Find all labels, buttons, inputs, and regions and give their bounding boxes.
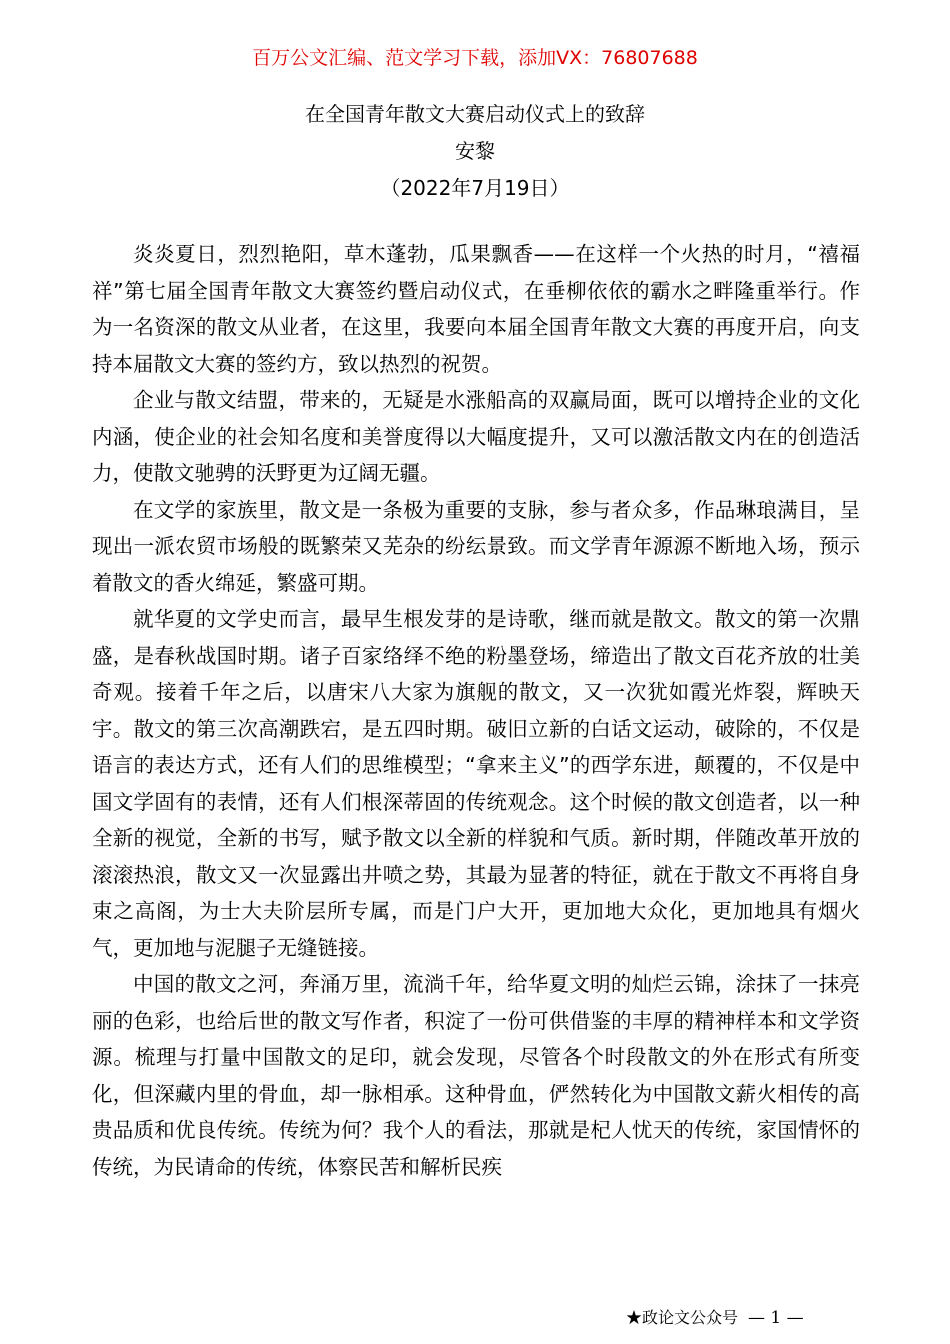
- document-author: 安黎: [455, 139, 495, 163]
- document-body: [92, 236, 860, 1185]
- page-footer: [626, 1306, 804, 1330]
- paragraph: 中国的散文之河，奔涌万里，流淌千年，给华夏文明的灿烂云锦，涂抹了一抹亮丽的色彩，也给后世的散文写作者，积淀了一份可供借鉴的丰厚的精神样本和文学资源。梳理与打量中国散文的足印，就会发现，尽管各个时段散文的外在形式有所变化，但深藏内里的骨血，却一脉相承。这种骨血，俨然转化为中国散文薪火相传的高贵品质和优良传统。传统为何？我个人的看法，那就是杞人忧天的传统，家国情怀的传统，为民请命的传统，体察民苦和解析民疾: [92, 972, 860, 1179]
- paragraph: 企业与散文结盟，带来的，无疑是水涨船高的双赢局面，既可以增持企业的文化内涵，使企业的社会知名度和美誉度得以大幅度提升，又可以激活散文内在的创造活力，使散文驰骋的沃野更为辽阔无疆。: [92, 388, 860, 485]
- page-number: — 1 —: [748, 1308, 804, 1328]
- document-date: （2022年7月19日）: [380, 176, 570, 200]
- document-header: [0, 96, 950, 207]
- paragraph: 在文学的家族里，散文是一条极为重要的支脉，参与者众多，作品琳琅满目，呈现出一派农贸市场般的既繁荣又芜杂的纷纭景致。而文学青年源源不断地入场，预示着散文的香火绵延，繁盛可期。: [92, 497, 860, 595]
- document-title: 在全国青年散文大赛启动仪式上的致辞: [305, 102, 645, 126]
- watermark-banner: 百万公文汇编、范文学习下载，添加VX：76807688: [252, 47, 698, 69]
- footer-source: ★政论文公众号: [626, 1308, 739, 1327]
- paragraph: 就华夏的文学史而言，最早生根发芽的是诗歌，继而就是散文。散文的第一次鼎盛，是春秋战国时期。诸子百家络绎不绝的粉墨登场，缔造出了散文百花齐放的壮美奇观。接着千年之后，以唐宋八大家为旗舰的散文，又一次犹如霞光炸裂，辉映天宇。散文的第三次高潮跌宕，是五四时期。破旧立新的白话文运动，破除的，不仅是语言的表达方式，还有人们的思维模型；“拿来主义”的西学东进，颠覆的，不仅是中国文学固有的表情，还有人们根深蒂固的传统观念。这个时候的散文创造者，以一种全新的视觉，全新的书写，赋予散文以全新的样貌和气质。新时期，伴随改革开放的滚滚热浪，散文又一次显露出井喷之势，其最为显著的特征，就在于散文不再将自身束之高阁，为士大夫阶层所专属，而是门户大开，更加地大众化，更加地具有烟火气，更加地与泥腿子无缝链接。: [92, 607, 860, 960]
- paragraph: 炎炎夏日，烈烈艳阳，草木蓬勃，瓜果飘香——在这样一个火热的时月，“禧福祥”第七届全国青年散文大赛签约暨启动仪式，在垂柳依依的霸水之畔隆重举行。作为一名资深的散文从业者，在这里，我要向本届全国青年散文大赛的再度开启，向支持本届散文大赛的签约方，致以热烈的祝贺。: [92, 242, 860, 376]
